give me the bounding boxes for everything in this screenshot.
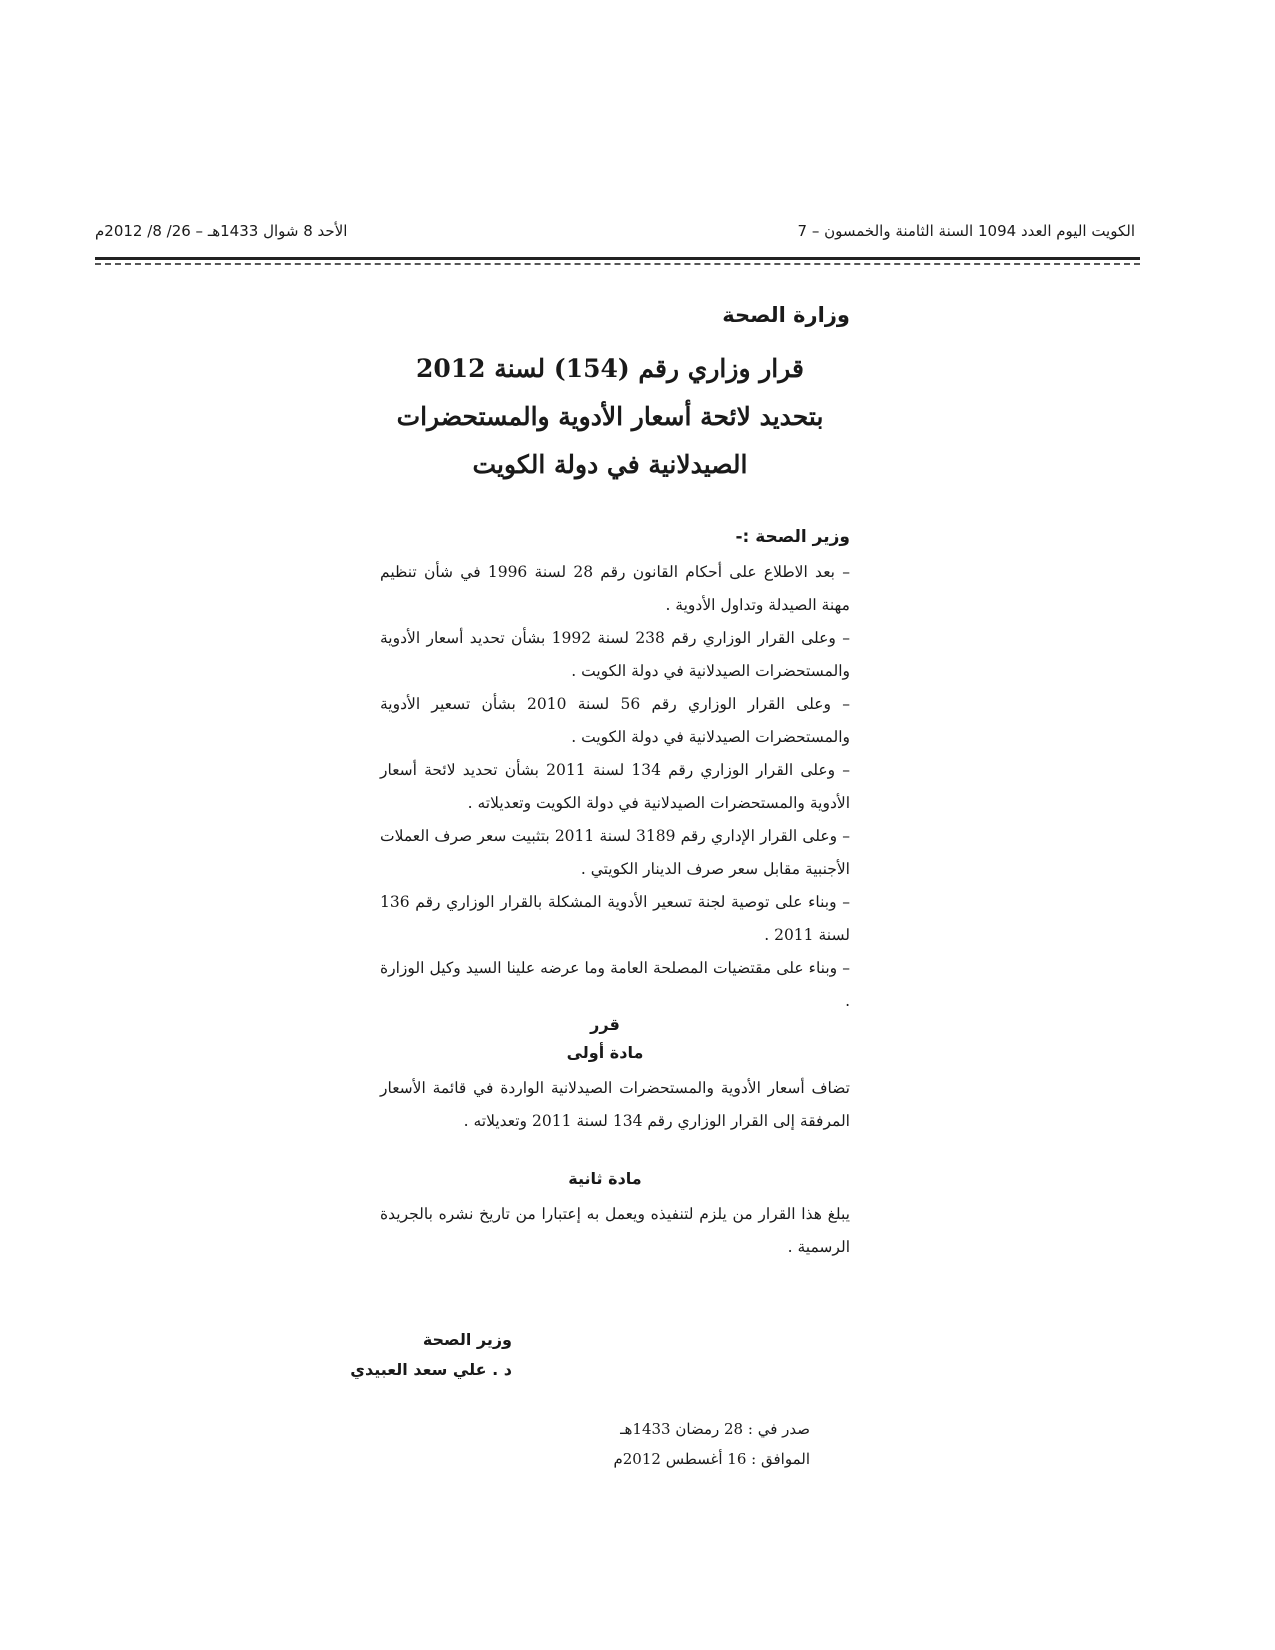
preamble-clause: – وعلى القرار الوزاري رقم 134 لسنة 2011 بشأن تحديد لائحة أسعار الأدوية والمستحضرات الصيدلانية في دولة الكويت وتعديلاته . — [380, 761, 850, 812]
minister-heading: وزير الصحة :- — [735, 527, 850, 547]
header-dashed-rule — [95, 263, 1140, 265]
preamble-clause: – وعلى القرار الوزاري رقم 56 لسنة 2010 بشأن تسعير الأدوية والمستحضرات الصيدلانية في دولة الكويت . — [380, 695, 850, 746]
signature-title: وزير الصحة — [422, 1330, 512, 1349]
preamble-clause: – بعد الاطلاع على أحكام القانون رقم 28 لسنة 1996 في شأن تنظيم مهنة الصيدلة وتداول الأدوية . — [380, 563, 850, 614]
article-two-body: يبلغ هذا القرار من يلزم لتنفيذه ويعمل به إعتبارا من تاريخ نشره بالجريدة الرسمية . — [380, 1205, 850, 1256]
preamble-clause: – وعلى القرار الإداري رقم 3189 لسنة 2011 بتثبيت سعر صرف العملات الأجنبية مقابل سعر صرف الدينار الكويتي . — [380, 827, 850, 878]
decree-title-line: بتحديد لائحة أسعار الأدوية والمستحضرات — [396, 402, 824, 431]
header-rule — [95, 257, 1140, 260]
issued-date-hijri: صدر في : 28 رمضان 1433هـ — [620, 1420, 810, 1438]
decree-title-line: الصيدلانية في دولة الكويت — [472, 450, 748, 479]
ministry-name: وزارة الصحة — [722, 303, 850, 327]
issued-date-gregorian: الموافق : 16 أغسطس 2012م — [613, 1450, 810, 1468]
article-one-body: تضاف أسعار الأدوية والمستحضرات الصيدلانية الواردة في قائمة الأسعار المرفقة إلى القرار الوزاري رقم 134 لسنة 2011 وتعديلاته . — [380, 1079, 850, 1130]
decree-title-line: قرار وزاري رقم (154) لسنة 2012 — [416, 354, 804, 383]
preamble-clause: – وبناء على توصية لجنة تسعير الأدوية المشكلة بالقرار الوزاري رقم 136 لسنة 2011 . — [380, 893, 850, 944]
signature-name: د . علي سعد العبيدي — [350, 1360, 512, 1379]
article-one-text — [380, 1072, 850, 1138]
decree-title — [380, 345, 840, 489]
header-date: الأحد 8 شوال 1433هـ – 26/ 8/ 2012م — [95, 222, 348, 240]
article-two-heading: مادة ثانية — [568, 1169, 642, 1188]
article-two-text — [380, 1198, 850, 1264]
header-issue-info: الكويت اليوم العدد 1094 السنة الثامنة والخمسون – 7 — [797, 222, 1135, 240]
preamble — [380, 556, 850, 1018]
decided-heading: قرر — [590, 1015, 620, 1034]
article-one-heading: مادة أولى — [566, 1043, 644, 1062]
preamble-clause: – وعلى القرار الوزاري رقم 238 لسنة 1992 بشأن تحديد أسعار الأدوية والمستحضرات الصيدلانية في دولة الكويت . — [380, 629, 850, 680]
preamble-clause: – وبناء على مقتضيات المصلحة العامة وما عرضه علينا السيد وكيل الوزارة . — [380, 959, 850, 1010]
